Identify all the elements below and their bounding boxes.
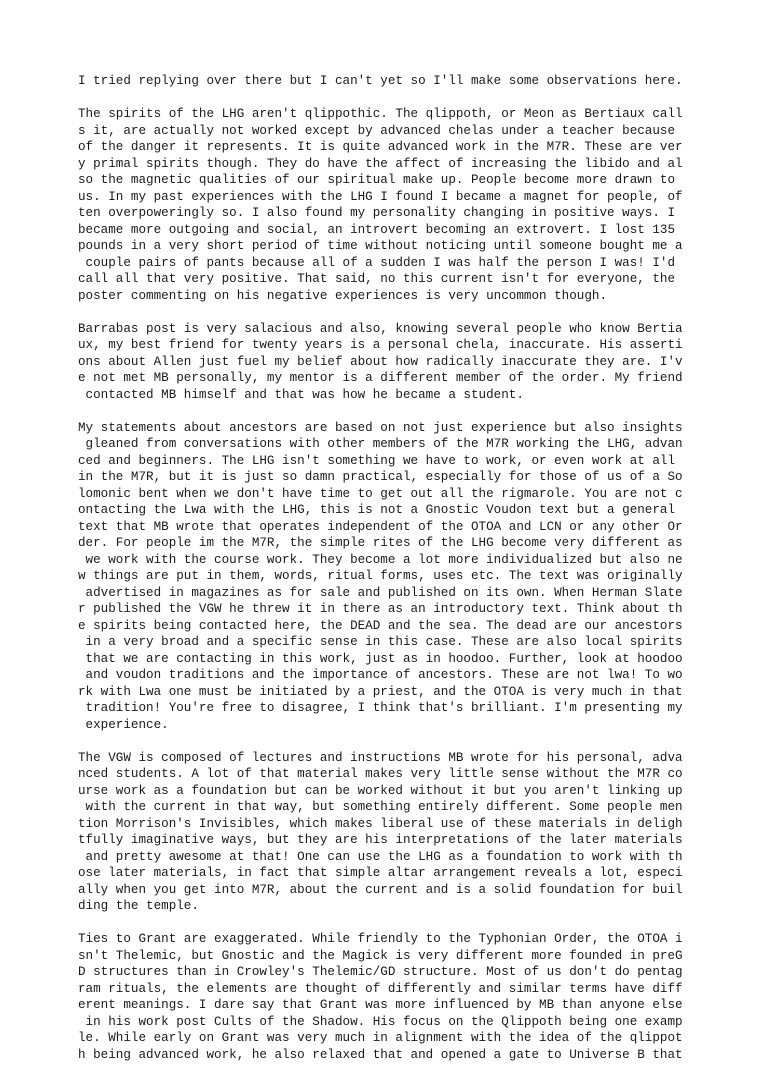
text-line: in his work post Cults of the Shadow. His focus on the Qlippoth being one examp xyxy=(78,1014,683,1029)
text-line: I tried replying over there but I can't yet so I'll make some observations here. xyxy=(78,74,683,88)
text-line: gleaned from conversations with other members of the M7R working the LHG, advan xyxy=(78,437,683,451)
text-line: text that MB wrote that operates independent of the OTOA and LCN or any other Or xyxy=(78,519,683,534)
text-line: contacted MB himself and that was how he became a student. xyxy=(78,387,524,402)
text-line: of the danger it represents. It is quite advanced work in the M7R. These are ver xyxy=(78,140,683,154)
text-line: erent meanings. I dare say that Grant was more influenced by MB than anyone else xyxy=(78,998,683,1012)
text-line: became more outgoing and social, an introvert becoming an extrovert. I lost 135 xyxy=(78,222,676,237)
text-line: ten overpoweringly so. I also found my personality changing in positive ways. I xyxy=(78,206,676,220)
text-line: ons about Allen just fuel my belief about how radically inaccurate they are. I'v xyxy=(78,354,683,369)
text-line: advertised in magazines as for sale and published on its own. When Herman Slate xyxy=(78,585,683,600)
text-line: sn't Thelemic, but Gnostic and the Magick is very different more founded in preG xyxy=(78,948,683,963)
text-line: ding the temple. xyxy=(78,899,199,913)
text-line: and voudon traditions and the importance of ancestors. These are not lwa! To wo xyxy=(78,668,683,682)
text-line: we work with the course work. They become a lot more individualized but also ne xyxy=(78,552,683,567)
text-line: D structures than in Crowley's Thelemic/GD structure. Most of us don't do pentag xyxy=(78,965,683,979)
paragraph xyxy=(78,750,718,915)
text-line: poster commenting on his negative experiences is very uncommon though. xyxy=(78,288,608,303)
text-line: ram rituals, the elements are thought of differently and similar terms have diff xyxy=(78,981,683,996)
text-line: y primal spirits though. They do have the affect of increasing the libido and al xyxy=(78,156,683,171)
paragraph xyxy=(78,321,718,404)
paragraph xyxy=(78,73,718,90)
text-line: My statements about ancestors are based on not just experience but also insights xyxy=(78,420,683,435)
text-line: tradition! You're free to disagree, I think that's brilliant. I'm presenting my xyxy=(78,701,683,715)
text-line: lomonic bent when we don't have time to get out all the rigmarole. You are not c xyxy=(78,486,683,501)
text-line: h being advanced work, he also relaxed that and opened a gate to Universe B that xyxy=(78,1047,683,1062)
text-line: The VGW is composed of lectures and instructions MB wrote for his personal, adva xyxy=(78,750,683,765)
paragraph xyxy=(78,106,718,304)
text-line: nced students. A lot of that material makes very little sense without the M7R co xyxy=(78,767,683,781)
text-line: rk with Lwa one must be initiated by a priest, and the OTOA is very much in that xyxy=(78,684,683,699)
text-line: e not met MB personally, my mentor is a different member of the order. My friend xyxy=(78,371,683,385)
text-line: that we are contacting in this work, just as in hoodoo. Further, look at hoodoo xyxy=(78,651,683,666)
text-line: so the magnetic qualities of our spiritual make up. People become more drawn to xyxy=(78,173,676,187)
text-line: and pretty awesome at that! One can use the LHG as a foundation to work with th xyxy=(78,849,683,864)
text-line: ontacting the Lwa with the LHG, this is not a Gnostic Voudon text but a general xyxy=(78,503,676,517)
text-line: pounds in a very short period of time without noticing until someone bought me a xyxy=(78,239,683,253)
text-line: with the current in that way, but something entirely different. Some people men xyxy=(78,800,683,814)
text-line: Ties to Grant are exaggerated. While friendly to the Typhonian Order, the OTOA i xyxy=(78,932,683,946)
text-line: in the M7R, but it is just so damn practical, especially for those of us of a So xyxy=(78,470,683,484)
text-line: Barrabas post is very salacious and also, knowing several people who know Bertia xyxy=(78,321,683,336)
text-line: in a very broad and a specific sense in this case. These are also local spirits xyxy=(78,635,683,649)
text-line: s it, are actually not worked except by advanced chelas under a teacher because xyxy=(78,123,676,138)
text-line: der. For people im the M7R, the simple rites of the LHG become very different as xyxy=(78,536,683,550)
text-line: urse work as a foundation but can be worked without it but you aren't linking up xyxy=(78,783,683,798)
text-line: ux, my best friend for twenty years is a personal chela, inaccurate. His asserti xyxy=(78,338,683,352)
text-line: w things are put in them, words, ritual forms, uses etc. The text was originally xyxy=(78,569,683,583)
text-line: tion Morrison's Invisibles, which makes liberal use of these materials in deligh xyxy=(78,816,683,831)
text-line: couple pairs of pants because all of a sudden I was half the person I was! I'd xyxy=(78,255,676,270)
text-line: experience. xyxy=(78,717,169,732)
text-line: us. In my past experiences with the LHG I found I became a magnet for people, of xyxy=(78,189,683,204)
text-line: r published the VGW he threw it in there as an introductory text. Think about th xyxy=(78,602,683,616)
document-page xyxy=(78,73,718,1080)
text-line: ally when you get into M7R, about the current and is a solid foundation for buil xyxy=(78,882,683,897)
text-line: e spirits being contacted here, the DEAD and the sea. The dead are our ancestors xyxy=(78,618,683,633)
text-line: call all that very positive. That said, no this current isn't for everyone, the xyxy=(78,272,676,286)
text-line: ced and beginners. The LHG isn't something we have to work, or even work at all xyxy=(78,453,676,468)
text-line: tfully imaginative ways, but they are his interpretations of the later materials xyxy=(78,833,683,847)
text-line: The spirits of the LHG aren't qlippothic. The qlippoth, or Meon as Bertiaux call xyxy=(78,107,683,121)
paragraph xyxy=(78,931,718,1063)
text-line: ose later materials, in fact that simple altar arrangement reveals a lot, especi xyxy=(78,866,683,880)
paragraph xyxy=(78,420,718,734)
text-line: le. While early on Grant was very much in alignment with the idea of the qlippot xyxy=(78,1031,683,1045)
